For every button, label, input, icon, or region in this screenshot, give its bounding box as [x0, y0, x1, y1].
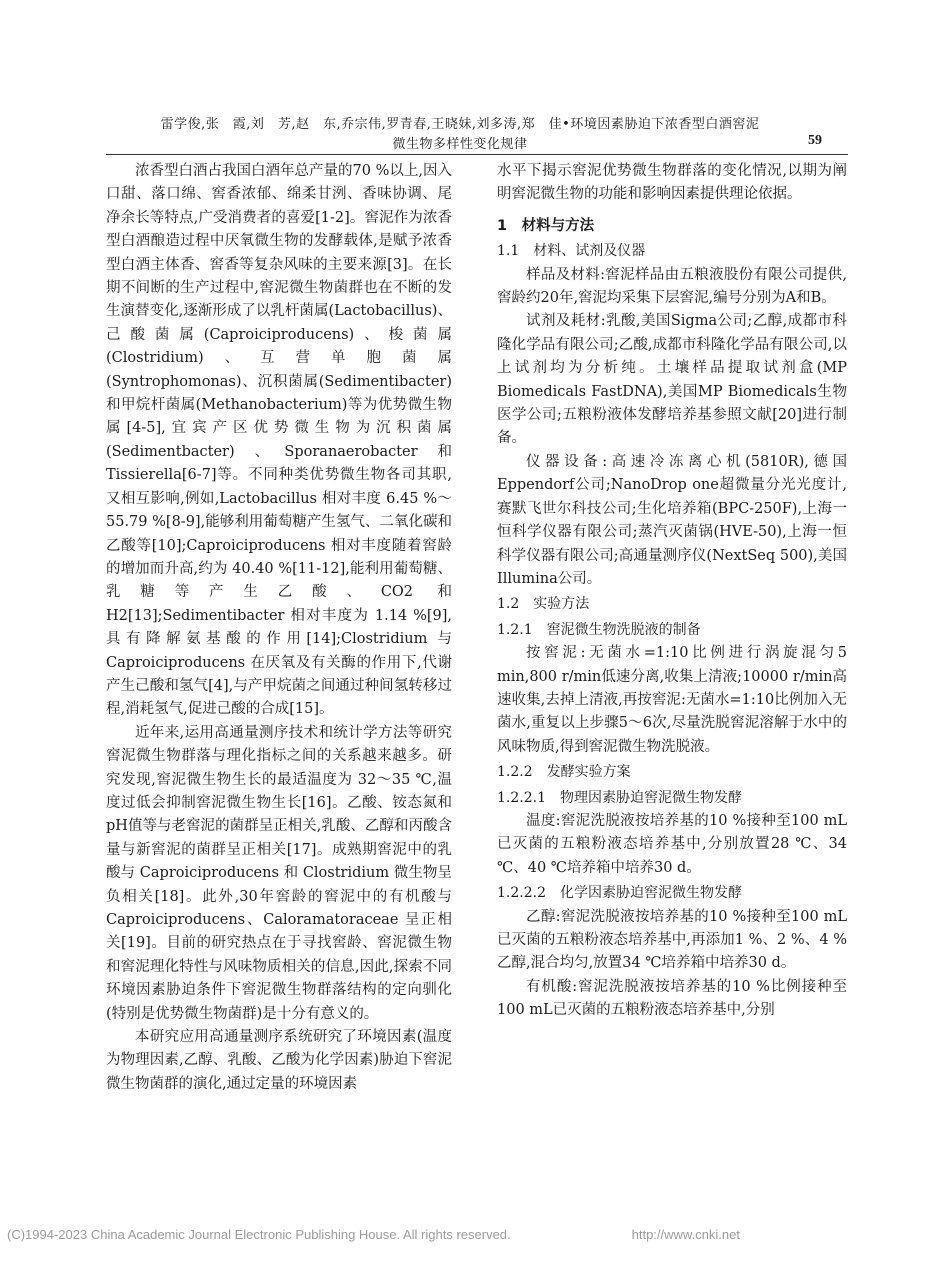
page-number: 59 [808, 133, 822, 148]
header-rule [106, 154, 848, 155]
copyright-notice: (C)1994-2023 China Academic Journal Electronic Publishing House. All rights reserved. [7, 1227, 511, 1242]
header-authors-title: 雷学俊,张 霞,刘 芳,赵 东,乔宗伟,罗青春,王晓妹,刘多涛,郑 佳•环境因素胁迫下浓香型白酒窖泥 [160, 117, 760, 132]
elution-paragraph: 按窖泥:无菌水=1:10比例进行涡旋混匀5 min,800 r/min低速分离,收集上清液;10000 r/min高速收集,去掉上清液,再按窖泥:无菌水=1:10比例加入无菌水,重复以上步骤5～6次,尽量洗脱窖泥溶解于水中的风味物质,得到窖泥微生物洗脱液。 [497, 645, 847, 755]
section-heading-1-2-1: 1.2.1 窖泥微生物洗脱液的制备 [497, 621, 701, 638]
reagents-paragraph: 试剂及耗材:乳酸,美国Sigma公司;乙醇,成都市科隆化学品有限公司;乙酸,成都市科隆化学品有限公司,以上试剂均为分析纯。土壤样品提取试剂盒(MP Biomedicals FastDNA),美国MP Biomedicals生物医学公司;五粮粉液体发酵培养基参照文献[20]进行制备。 [497, 313, 847, 447]
intro-paragraph-3-cont: 水平下揭示窖泥优势微生物群落的变化情况,以期为阐明窖泥微生物的功能和影响因素提供理论依据。 [497, 163, 847, 203]
running-header [0, 0, 950, 160]
intro-paragraph-3: 本研究应用高通量测序系统研究了环境因素(温度为物理因素,乙醇、乳酸、乙酸为化学因素)胁迫下窖泥微生物菌群的演化,通过定量的环境因素 [106, 1029, 452, 1092]
ethanol-paragraph: 乙醇:窖泥洗脱液按培养基的10 %接种至100 mL已灭菌的五粮粉液态培养基中,再添加1 %、2 %、4 %乙醇,混合均匀,放置34 ℃培养箱中培养30 d。 [497, 908, 847, 972]
section-heading-1-2-2-2: 1.2.2.2 化学因素胁迫窖泥微生物发酵 [497, 885, 742, 902]
section-heading-1-2-2-1: 1.2.2.1 物理因素胁迫窖泥微生物发酵 [497, 789, 742, 806]
left-column [106, 160, 452, 1096]
organic-acid-paragraph: 有机酸:窖泥洗脱液按培养基的10 %比例接种至100 mL已灭菌的五粮粉液态培养基中,分别 [497, 978, 847, 1019]
instruments-paragraph: 仪器设备:高速冷冻离心机(5810R),德国Eppendorf公司;NanoDrop one超微量分光光度计,赛默飞世尔科技公司;生化培养箱(BPC-250F),上海一恒科学仪器有限公司;蒸汽灭菌锅(HVE-50),上海一恒科学仪器有限公司;高通量测序仪(NextSeq 500),美国Illumina公司。 [497, 453, 847, 587]
intro-paragraph-2: 近年来,运用高通量测序技术和统计学方法等研究窖泥微生物群落与理化指标之间的关系越来越多。研究发现,窖泥微生物生长的最适温度为 32～35 ℃,温度过低会抑制窖泥微生物生长[16]。乙酸、铵态氮和pH值等与老窖泥的菌群呈正相关,乳酸、乙醇和丙酸含量与新窖泥的菌群呈正相关[17]。成熟期窖泥中的乳酸与 Caproiciproducens 和 Clostridium 微生物呈负相关[18]。此外,30年窖龄的窖泥中的有机酸与 Caproiciproducens、Caloramatoraceae 呈正相关[19]。目前的研究热点在于寻找窖龄、窖泥微生物和窖泥理化特性与风味物质相关的信息,因此,探索不同环境因素胁迫条件下窖泥微生物群落结构的定向驯化(特别是优势微生物菌群)是十分有意义的。 [106, 724, 452, 1022]
section-heading-1: 1 材料与方法 [497, 217, 595, 234]
header-title-cont: 微生物多样性变化规律 [392, 137, 528, 152]
intro-paragraph-1: 浓香型白酒占我国白酒年总产量的70 %以上,因入口甜、落口绵、窖香浓郁、绵柔甘洌、香味协调、尾净余长等特点,广受消费者的喜爱[1-2]。窖泥作为浓香型白酒酿造过程中厌氧微生物的发酵载体,是赋予浓香型白酒主体香、窖香等复杂风味的主要来源[3]。在长期不间断的生产过程中,窖泥微生物菌群也在不断的发生演替变化,逐渐形成了以乳杆菌属(Lactobacillus)、己酸菌属(Caproiciproducens)、梭菌属(Clostridium)、互营单胞菌属(Syntrophomonas)、沉积菌属(Sedimentibacter)和甲烷杆菌属(Methanobacterium)等为优势微生物属[4-5],宜宾产区优势微生物为沉积菌属 (Sedimentbacter) 、Sporanaerobacter 和 Tissierella[6-7]等。不同种类优势微生物各司其职,又相互影响,例如,Lactobacillus 相对丰度 6.45 %～55.79 %[8-9],能够利用葡萄糖产生氢气、二氧化碳和乙酸等[10];Caproiciproducens 相对丰度随着窖龄的增加而升高,约为 40.40 %[11-12],能利用葡萄糖、乳糖等产生乙酸、CO2 和 H2[13];Sedimentibacter 相对丰度为 1.14 %[9],具有降解氨基酸的作用[14];Clostridium 与 Caproiciproducens 在厌氧及有关酶的作用下,代谢产生己酸和氢气[4],与产甲烷菌之间通过种间氢转移过程,消耗氢气,促进己酸的合成[15]。 [106, 163, 452, 718]
section-heading-1-2: 1.2 实验方法 [497, 596, 590, 613]
temperature-paragraph: 温度:窖泥洗脱液按培养基的10 %接种至100 mL已灭菌的五粮粉液态培养基中,分别放置28 ℃、34 ℃、40 ℃培养箱中培养30 d。 [497, 812, 847, 876]
section-heading-1-1: 1.1 材料、试剂及仪器 [497, 243, 646, 260]
right-column [497, 160, 847, 1023]
section-heading-1-2-2: 1.2.2 发酵实验方案 [497, 764, 631, 781]
materials-paragraph: 样品及材料:窖泥样品由五粮液股份有限公司提供,窖龄约20年,窖泥均采集下层窖泥,编号分别为A和B。 [497, 266, 847, 307]
footer-link[interactable]: http://www.cnki.net [631, 1227, 740, 1242]
